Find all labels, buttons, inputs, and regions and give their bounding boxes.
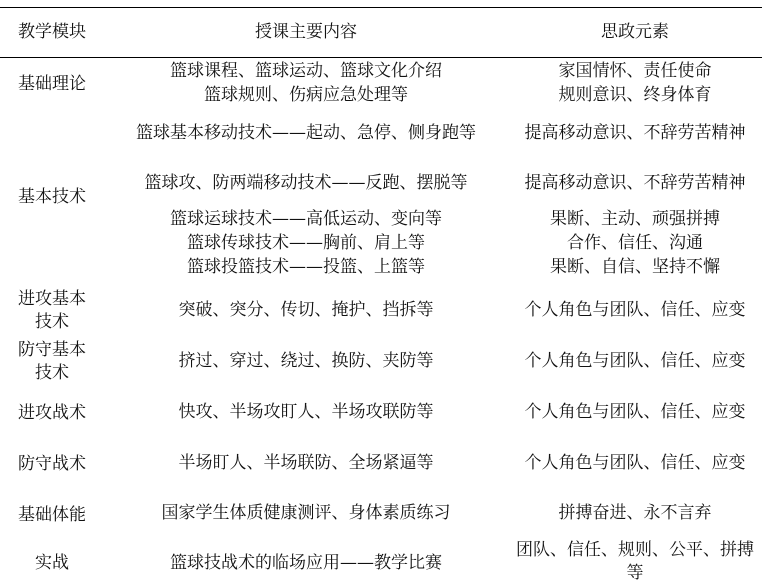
module-basic-theory: 基础理论 (18, 73, 86, 94)
ideology-row-6: 合作、信任、沟通 (567, 233, 703, 253)
content-row-13: 篮球技战术的临场应用——教学比赛 (170, 553, 442, 573)
ideology-row-5: 果断、主动、顽强拼搏 (550, 209, 720, 229)
content-row-7: 篮球投篮技术——投篮、上篮等 (187, 257, 425, 277)
content-row-11: 半场盯人、半场联防、全场紧逼等 (178, 453, 434, 473)
content-row-4: 篮球攻、防两端移动技术——反跑、摆脱等 (144, 172, 468, 193)
ideology-row-7: 果断、自信、坚持不懈 (550, 257, 720, 277)
module-basic-technique: 基本技术 (18, 186, 86, 207)
module-basic-fitness: 基础体能 (18, 504, 86, 525)
content-row-8: 突破、突分、传切、掩护、挡拆等 (178, 300, 434, 320)
ideology-row-1: 家国情怀、责任使命 (558, 61, 712, 81)
ideology-row-4: 提高移动意识、不辞劳苦精神 (524, 173, 746, 193)
content-row-9: 挤过、穿过、绕过、换防、夹防等 (178, 351, 434, 371)
header-main-content: 授课主要内容 (255, 22, 357, 42)
ideology-row-10: 个人角色与团队、信任、应变 (524, 402, 746, 422)
ideology-row-12: 拼搏奋进、永不言弃 (558, 503, 712, 523)
header-ideological-elements: 思政元素 (601, 22, 669, 42)
ideology-row-13: 团队、信任、规则、公平、拼搏等 (516, 540, 754, 583)
ideology-row-9: 个人角色与团队、信任、应变 (524, 351, 746, 371)
content-row-5: 篮球运球技术——高低运动、变向等 (170, 209, 442, 229)
module-practice: 实战 (35, 552, 69, 573)
header-rule (0, 57, 762, 58)
header-teaching-module: 教学模块 (18, 22, 86, 42)
ideology-row-3: 提高移动意识、不辞劳苦精神 (524, 123, 746, 143)
module-defense-tactics: 防守战术 (18, 453, 86, 474)
module-attack-tactics: 进攻战术 (18, 402, 86, 423)
ideology-row-2: 规则意识、终身体育 (558, 85, 712, 105)
content-row-12: 国家学生体质健康测评、身体素质练习 (161, 503, 451, 523)
module-attack-basic-technique: 进攻基本技术 (18, 289, 86, 332)
ideology-row-11: 个人角色与团队、信任、应变 (524, 453, 746, 473)
content-row-2: 篮球规则、伤病应急处理等 (204, 85, 408, 105)
module-defense-basic-technique: 防守基本技术 (18, 340, 86, 383)
content-row-1: 篮球课程、篮球运动、篮球文化介绍 (170, 61, 442, 81)
ideology-row-8: 个人角色与团队、信任、应变 (524, 300, 746, 320)
content-row-6: 篮球传球技术——胸前、肩上等 (187, 233, 425, 253)
content-row-10: 快攻、半场攻盯人、半场攻联防等 (178, 402, 434, 422)
content-row-3: 篮球基本移动技术——起动、急停、侧身跑等 (136, 122, 476, 143)
